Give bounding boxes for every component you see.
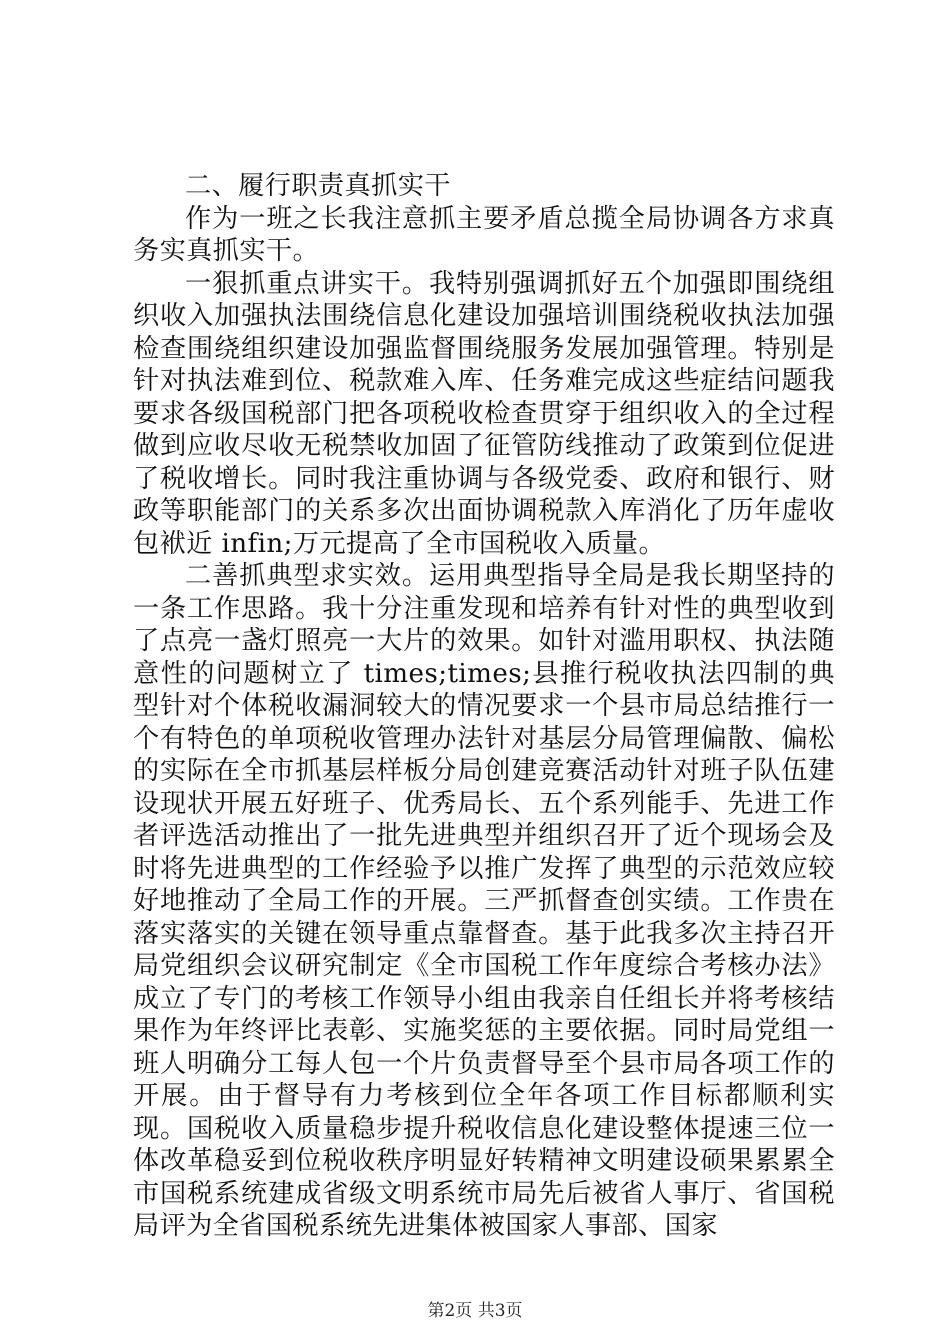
document-body bbox=[133, 170, 835, 1243]
paragraph-typical-examples: 二善抓典型求实效。运用典型指导全局是我长期坚持的一条工作思路。我十分注重发现和培养有针对性的典型收到了点亮一盏灯照亮一大片的效果。如针对滥用职权、执法随意性的问题树立了 times;times;县推行税收执法四制的典型针对个体税收漏洞较大的情况要求一个县市局总结推行一个有特色的单项税收管理办法针对基层分局管理偏散、偏松的实际在全市抓基层样板分局创建竞赛活动针对班子队伍建设现状开展五好班子、优秀局长、五个系列能手、先进工作者评选活动推出了一批先进典型并组织召开了近个现场会及时将先进典型的工作经验予以推广发挥了典型的示范效应较好地推动了全局工作的开展。三严抓督查创实绩。工作贵在落实落实的关键在领导重点靠督查。基于此我多次主持召开局党组织会议研究制定《全市国税工作年度综合考核办法》成立了专门的考核工作领导小组由我亲自任组长并将考核结果作为年终评比表彰、实施奖惩的主要依据。同时局党组一班人明确分工每人包一个片负责督导至个县市局各项工作的开展。由于督导有力考核到位全年各项工作目标都顺利实现。国税收入质量稳步提升税收信息化建设整体提速三位一体改革稳妥到位税收秩序明显好转精神文明建设硕果累累全市国税系统建成省级文明系统市局先后被省人事厅、省国税局评为全省国税系统先进集体被国家人事部、国家 bbox=[133, 561, 835, 1241]
paragraph-intro: 作为一班之长我注意抓主要矛盾总揽全局协调各方求真务实真抓实干。 bbox=[133, 203, 835, 266]
page-number-footer: 第2页 共3页 bbox=[427, 1301, 523, 1321]
section-heading: 二、履行职责真抓实干 bbox=[185, 171, 451, 201]
paragraph-focus-on-key-tasks: 一狠抓重点讲实干。我特别强调抓好五个加强即围绕组织收入加强执法围绕信息化建设加强培训围绕税收执法加强检查围绕组织建设加强监督围绕服务发展加强管理。特别是针对执法难到位、税款难入库、任务难完成这些症结问题我要求各级国税部门把各项税收检查贯穿于组织收入的全过程做到应收尽收无税禁收加固了征管防线推动了政策到位促进了税收增长。同时我注重协调与各级党委、政府和银行、财政等职能部门的关系多次出面协调税款入库消化了历年虚收包袱近 infin;万元提高了全市国税收入质量。 bbox=[133, 268, 835, 559]
